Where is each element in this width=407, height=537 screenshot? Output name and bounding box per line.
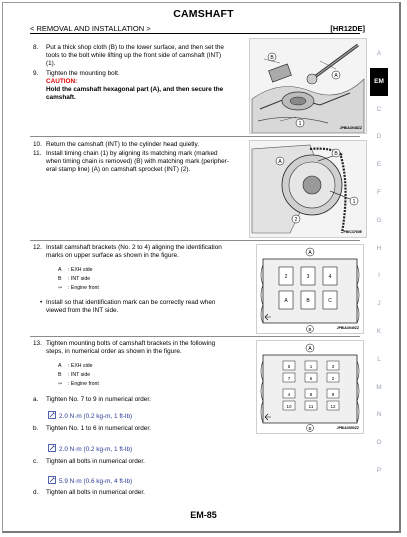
arrow-left-icon: ⇦ bbox=[58, 285, 63, 291]
legend-value: : INT side bbox=[68, 372, 91, 378]
fig2-label-a: A bbox=[278, 159, 282, 165]
step-text: Install timing chain (1) by aligning its matching mark (marked bbox=[46, 150, 218, 157]
torque-value: 2.0 N·m (0.2 kg-m, 1 ft-lb) bbox=[59, 413, 133, 420]
figure-code: JPBIA3948ZZ bbox=[339, 126, 362, 130]
step-text: Install camshaft brackets (No. 2 to 4) aligning the identification bbox=[46, 244, 222, 251]
step-number: 8. bbox=[33, 44, 39, 51]
section-tab-em[interactable]: EM bbox=[370, 68, 388, 96]
fig4-label-b: B bbox=[308, 426, 312, 431]
note-text: Install so that identification mark can be correctly read when bbox=[46, 299, 216, 306]
fig1-label-a: A bbox=[334, 73, 338, 79]
step-number: 11. bbox=[33, 150, 42, 157]
bracket-mark: 4 bbox=[328, 274, 332, 280]
step-9 bbox=[33, 70, 245, 110]
section-tab-f[interactable]: F bbox=[377, 188, 381, 196]
bullet-icon: • bbox=[40, 299, 43, 306]
section-tab-n[interactable]: N bbox=[376, 411, 382, 419]
figure-drawing bbox=[257, 341, 363, 433]
bracket-mark: A bbox=[284, 298, 288, 304]
step-number: 10. bbox=[33, 141, 42, 148]
step-text: steps, in numerical order as shown in the figure. bbox=[46, 348, 182, 355]
step-text: Put a thick shop cloth (B) to the lower surface, and then set the bbox=[46, 44, 224, 51]
step-13c bbox=[33, 458, 245, 468]
figure-drawing bbox=[257, 245, 363, 333]
step-number: 12. bbox=[33, 244, 42, 251]
figure-timing-chain bbox=[249, 140, 367, 238]
substep-letter: c. bbox=[33, 458, 38, 465]
bolt-number: 4 bbox=[287, 392, 291, 397]
torque-wrench-icon bbox=[48, 411, 56, 419]
bolt-number: 8 bbox=[309, 392, 313, 397]
bracket-mark: 3 bbox=[306, 274, 310, 280]
section-tab-d[interactable]: D bbox=[376, 133, 382, 141]
step-11 bbox=[33, 150, 245, 176]
substep-text: Tighten No. 1 to 6 in numerical order. bbox=[46, 425, 151, 432]
section-tab-a[interactable]: A bbox=[376, 50, 382, 57]
legend-key: A bbox=[58, 363, 62, 369]
step-text: Return the camshaft (INT) to the cylinder head quietly. bbox=[46, 141, 199, 148]
torque-spec-3 bbox=[48, 476, 132, 485]
step-number: 9. bbox=[33, 70, 39, 77]
bolt-number: 2 bbox=[331, 376, 335, 381]
note-text: viewed from the INT side. bbox=[46, 307, 119, 314]
section-tab-c[interactable]: C bbox=[376, 105, 382, 113]
section-tab-o[interactable]: O bbox=[376, 439, 382, 447]
legend-key: B bbox=[58, 276, 62, 282]
section-tab-k[interactable]: K bbox=[376, 327, 382, 335]
legend-value: : INT side bbox=[68, 276, 91, 282]
legend-key: A bbox=[58, 267, 62, 273]
step-text: when timing chain is removed) (B) with matching mark (peripher- bbox=[46, 158, 229, 165]
section-tab-p[interactable]: P bbox=[376, 466, 382, 474]
bolt-number: 7 bbox=[287, 376, 291, 381]
bolt-number: 1 bbox=[309, 364, 313, 369]
bolt-number: 6 bbox=[309, 376, 313, 381]
figure-bracket-marks bbox=[256, 244, 364, 334]
torque-value: 2.0 N·m (0.2 kg-m, 1 ft-lb) bbox=[59, 446, 133, 453]
section-tab-m[interactable]: M bbox=[376, 383, 382, 391]
bracket-mark: C bbox=[328, 298, 332, 304]
fig2-label-b: B bbox=[334, 151, 338, 157]
caution-text: camshaft. bbox=[46, 94, 76, 101]
section-tab-g[interactable]: G bbox=[376, 216, 382, 224]
fig1-label-b: B bbox=[270, 55, 274, 61]
section-tab-l[interactable]: L bbox=[377, 355, 381, 363]
legend-value: : EXH side bbox=[68, 267, 93, 273]
fig2-label-2: 2 bbox=[294, 217, 298, 223]
section-rule bbox=[30, 136, 360, 137]
step-number: 13. bbox=[33, 340, 42, 347]
section-tab-i[interactable]: I bbox=[378, 272, 380, 280]
substep-text: Tighten all bolts in numerical order. bbox=[46, 489, 145, 496]
torque-wrench-icon bbox=[48, 444, 56, 452]
figure-bolt-order bbox=[256, 340, 364, 434]
figure-drawing bbox=[250, 141, 366, 237]
step-text: marks on upper surface as shown in the figure. bbox=[46, 252, 179, 259]
legend-step-12 bbox=[58, 266, 99, 293]
engine-code: [HR12DE] bbox=[330, 24, 365, 33]
legend-key: B bbox=[58, 372, 62, 378]
torque-value: 5.9 N·m (0.6 kg-m, 4 ft-lb) bbox=[59, 478, 133, 485]
figure-code: JPBIA3950ZZ bbox=[336, 426, 359, 430]
bracket-mark: B bbox=[306, 298, 310, 304]
substep-text: Tighten all bolts in numerical order. bbox=[46, 458, 145, 465]
fig1-label-1: 1 bbox=[298, 121, 302, 127]
section-tab-h[interactable]: H bbox=[376, 244, 382, 252]
bolt-number: 10 bbox=[286, 404, 292, 409]
page-number: EM-85 bbox=[190, 510, 217, 520]
bolt-number: 9 bbox=[331, 392, 335, 397]
torque-wrench-icon bbox=[48, 476, 56, 484]
bolt-number: 5 bbox=[287, 364, 291, 369]
fig3-label-a: A bbox=[308, 250, 312, 256]
bracket-mark: 2 bbox=[284, 274, 288, 280]
step-13 bbox=[33, 340, 245, 360]
substep-letter: a. bbox=[33, 396, 39, 403]
bolt-number: 11 bbox=[308, 404, 314, 409]
page-title: CAMSHAFT bbox=[173, 8, 234, 20]
legend-step-13 bbox=[58, 362, 99, 389]
section-rule bbox=[30, 240, 360, 241]
step-text: Tighten mounting bolts of camshaft brackets in the following bbox=[46, 340, 216, 347]
torque-spec-1 bbox=[48, 411, 132, 420]
step-12 bbox=[33, 244, 245, 264]
section-tab-e[interactable]: E bbox=[376, 161, 382, 169]
step-text: (1). bbox=[46, 60, 56, 67]
figure-camshaft-hold bbox=[249, 38, 367, 134]
legend-value: : Engine front bbox=[68, 381, 99, 387]
fig4-label-a: A bbox=[308, 346, 312, 352]
substep-letter: b. bbox=[33, 425, 39, 432]
figure-code: PBIC3760E bbox=[343, 230, 362, 234]
bolt-number: 3 bbox=[331, 364, 335, 369]
step-text: eral stamp line) (A) on camshaft sprocket (INT) (2). bbox=[46, 166, 191, 173]
section-tabs bbox=[370, 40, 388, 485]
caution-text: Hold the camshaft hexagonal part (A), and then secure the bbox=[46, 86, 224, 93]
torque-spec-2 bbox=[48, 444, 132, 453]
step-13b bbox=[33, 425, 245, 435]
step-text: Tighten the mounting bolt. bbox=[46, 70, 120, 77]
header-rule bbox=[30, 33, 360, 34]
substep-letter: d. bbox=[33, 489, 39, 496]
legend-value: : Engine front bbox=[68, 285, 99, 291]
bolt-number: 12 bbox=[330, 404, 336, 409]
step-13a bbox=[33, 396, 245, 406]
legend-value: : EXH side bbox=[68, 363, 93, 369]
arrow-left-icon: ⇦ bbox=[58, 381, 63, 387]
figure-drawing bbox=[250, 39, 366, 133]
step-13d bbox=[33, 489, 245, 499]
section-rule bbox=[30, 336, 360, 337]
fig2-label-1: 1 bbox=[352, 199, 356, 205]
breadcrumb: < REMOVAL AND INSTALLATION > bbox=[30, 24, 151, 33]
step-12-note bbox=[40, 299, 245, 317]
substep-text: Tighten No. 7 to 9 in numerical order. bbox=[46, 396, 151, 403]
step-text: tools to the bolt while lifting up the front side of camshaft (INT) bbox=[46, 52, 222, 59]
caution-label: CAUTION: bbox=[46, 78, 78, 85]
figure-code: JPBIA3949ZZ bbox=[336, 326, 359, 330]
fig3-label-b: B bbox=[308, 327, 312, 332]
section-tab-j[interactable]: J bbox=[377, 300, 381, 308]
